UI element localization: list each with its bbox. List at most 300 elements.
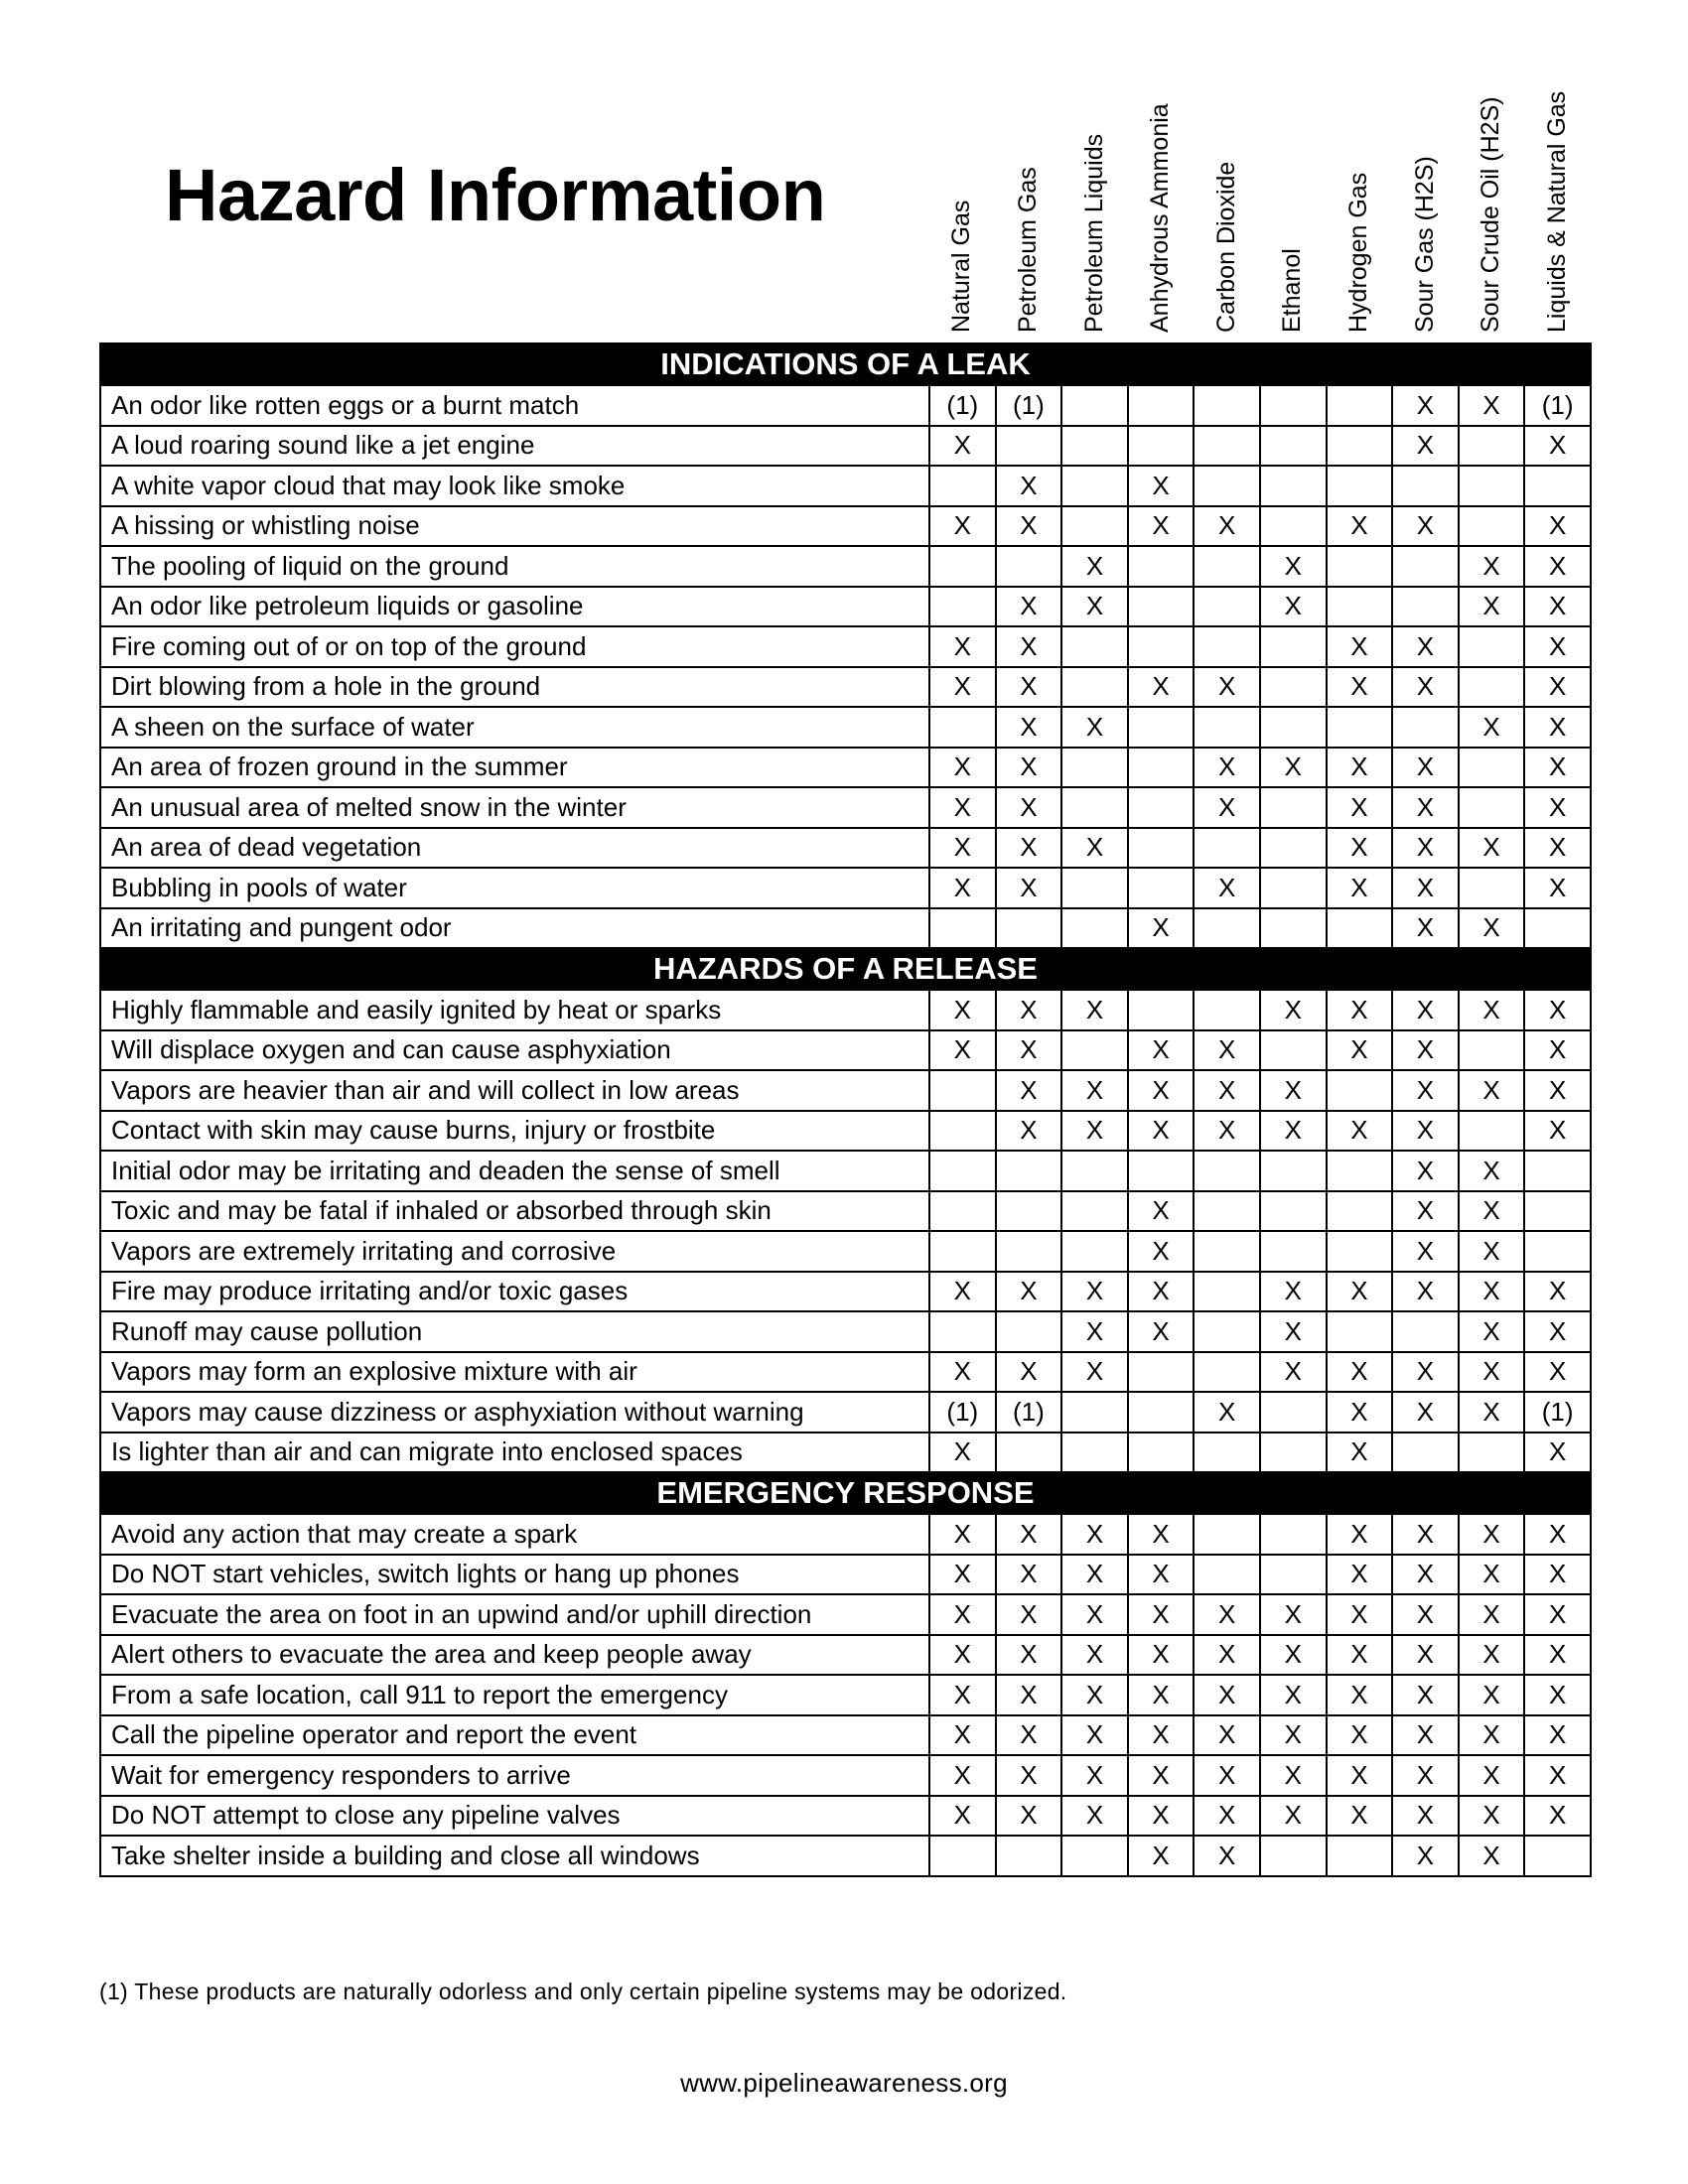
row-label: Is lighter than air and can migrate into enclosed spaces xyxy=(100,1433,929,1473)
table-row xyxy=(100,707,1591,748)
table-cell: X xyxy=(1392,1392,1459,1433)
table-row xyxy=(100,466,1591,506)
table-cell xyxy=(1194,1352,1260,1393)
table-cell: X xyxy=(1128,1555,1195,1595)
table-cell xyxy=(1260,667,1327,708)
table-cell: X xyxy=(1524,1715,1591,1756)
table-cell: X xyxy=(996,506,1062,547)
table-cell: X xyxy=(929,1755,996,1796)
table-cell: X xyxy=(929,1796,996,1837)
table-cell xyxy=(1459,1433,1525,1473)
table-cell xyxy=(1260,707,1327,748)
table-row xyxy=(100,1030,1591,1071)
table-cell xyxy=(1061,506,1128,547)
table-cell: X xyxy=(996,1111,1062,1152)
table-cell: X xyxy=(1128,1070,1195,1111)
table-cell xyxy=(1128,748,1195,788)
table-cell: X xyxy=(1524,787,1591,828)
footnote: (1) These products are naturally odorless and only certain pipeline systems may be odorized. xyxy=(99,1979,1067,2004)
table-cell: X xyxy=(1524,587,1591,627)
table-cell xyxy=(1194,1311,1260,1352)
table-cell: X xyxy=(1524,1433,1591,1473)
table-cell: X xyxy=(1327,626,1393,667)
table-cell: X xyxy=(1194,1755,1260,1796)
table-cell: X xyxy=(1061,828,1128,869)
table-cell: X xyxy=(1128,1272,1195,1312)
row-label: Alert others to evacuate the area and keep people away xyxy=(100,1635,929,1676)
row-label: Take shelter inside a building and close all windows xyxy=(100,1836,929,1876)
table-cell: X xyxy=(1459,546,1525,587)
table-cell xyxy=(1327,908,1393,949)
table-cell: X xyxy=(1061,1514,1128,1555)
table-row xyxy=(100,1392,1591,1433)
table-row xyxy=(100,1352,1591,1393)
table-cell: X xyxy=(996,1030,1062,1071)
table-cell xyxy=(1194,426,1260,467)
table-cell: X xyxy=(1327,1111,1393,1152)
row-label: Initial odor may be irritating and deaden the sense of smell xyxy=(100,1151,929,1191)
table-cell: X xyxy=(1459,1272,1525,1312)
table-cell: X xyxy=(1327,990,1393,1030)
table-cell: X xyxy=(1128,1796,1195,1837)
table-row xyxy=(100,1555,1591,1595)
table-cell: X xyxy=(1524,990,1591,1030)
column-header: Petroleum Liquids xyxy=(1079,133,1108,333)
table-cell: X xyxy=(1327,1352,1393,1393)
table-cell xyxy=(1392,466,1459,506)
table-cell xyxy=(929,1191,996,1232)
table-cell xyxy=(1194,828,1260,869)
section-header-row xyxy=(100,1472,1591,1514)
table-cell: X xyxy=(1327,868,1393,908)
table-cell xyxy=(1128,546,1195,587)
row-label: Vapors are extremely irritating and corrosive xyxy=(100,1231,929,1272)
table-cell: X xyxy=(1524,868,1591,908)
table-cell: X xyxy=(1128,1635,1195,1676)
table-cell: X xyxy=(1128,1030,1195,1071)
table-cell xyxy=(1392,546,1459,587)
table-row xyxy=(100,1231,1591,1272)
column-header: Liquids & Natural Gas xyxy=(1542,90,1571,333)
website-url: www.pipelineawareness.org xyxy=(680,2068,1008,2098)
table-cell: X xyxy=(1327,1675,1393,1715)
table-cell xyxy=(1061,385,1128,426)
table-cell xyxy=(1327,1070,1393,1111)
table-cell: X xyxy=(1260,1675,1327,1715)
row-label: Fire may produce irritating and/or toxic gases xyxy=(100,1272,929,1312)
table-cell xyxy=(1128,587,1195,627)
table-cell xyxy=(1459,426,1525,467)
table-cell xyxy=(1260,1836,1327,1876)
table-row xyxy=(100,1151,1591,1191)
table-cell xyxy=(1194,1272,1260,1312)
table-cell: X xyxy=(996,1272,1062,1312)
table-cell: X xyxy=(1459,1635,1525,1676)
table-cell: X xyxy=(929,787,996,828)
row-label: Toxic and may be fatal if inhaled or absorbed through skin xyxy=(100,1191,929,1232)
table-cell: X xyxy=(1128,466,1195,506)
table-cell xyxy=(1128,1392,1195,1433)
table-cell: X xyxy=(1392,1191,1459,1232)
table-row xyxy=(100,908,1591,949)
table-cell xyxy=(1061,1231,1128,1272)
table-cell: X xyxy=(1327,1433,1393,1473)
table-cell: X xyxy=(1194,1836,1260,1876)
table-cell xyxy=(996,426,1062,467)
table-cell: X xyxy=(1392,908,1459,949)
table-cell: X xyxy=(1524,1555,1591,1595)
table-cell: X xyxy=(1392,426,1459,467)
table-cell: X xyxy=(1459,1151,1525,1191)
table-cell: X xyxy=(1260,546,1327,587)
table-cell xyxy=(929,466,996,506)
table-cell xyxy=(1392,587,1459,627)
table-cell: X xyxy=(1392,828,1459,869)
row-label: An area of dead vegetation xyxy=(100,828,929,869)
table-cell xyxy=(1128,707,1195,748)
table-cell: X xyxy=(1524,707,1591,748)
table-cell xyxy=(996,1191,1062,1232)
table-cell: X xyxy=(1327,1030,1393,1071)
table-cell: X xyxy=(1459,1836,1525,1876)
table-cell xyxy=(1128,385,1195,426)
row-label: Evacuate the area on foot in an upwind and/or uphill direction xyxy=(100,1594,929,1635)
table-cell: X xyxy=(1194,1070,1260,1111)
table-cell: X xyxy=(996,828,1062,869)
table-cell xyxy=(929,546,996,587)
table-cell: X xyxy=(1524,1352,1591,1393)
table-cell: X xyxy=(1392,1030,1459,1071)
table-cell: X xyxy=(1128,1594,1195,1635)
row-label: Vapors may cause dizziness or asphyxiation without warning xyxy=(100,1392,929,1433)
table-cell: X xyxy=(1392,1594,1459,1635)
table-cell: X xyxy=(1524,1111,1591,1152)
table-cell xyxy=(1524,1151,1591,1191)
table-cell xyxy=(1459,748,1525,788)
table-cell xyxy=(1260,787,1327,828)
section-header-row xyxy=(100,343,1591,385)
hazard-table xyxy=(99,342,1592,1877)
table-row xyxy=(100,1836,1591,1876)
table-cell xyxy=(1459,868,1525,908)
table-cell xyxy=(1260,466,1327,506)
table-cell: X xyxy=(1524,1272,1591,1312)
table-cell: X xyxy=(1327,1594,1393,1635)
table-cell: X xyxy=(1459,1311,1525,1352)
table-row xyxy=(100,426,1591,467)
row-label: Fire coming out of or on top of the ground xyxy=(100,626,929,667)
table-cell: X xyxy=(929,868,996,908)
table-cell: X xyxy=(1061,1755,1128,1796)
table-cell: X xyxy=(1128,1514,1195,1555)
table-cell: X xyxy=(1061,1715,1128,1756)
table-cell xyxy=(1194,587,1260,627)
column-header: Carbon Dioxide xyxy=(1211,161,1240,333)
table-cell xyxy=(1524,466,1591,506)
table-cell: X xyxy=(1392,1514,1459,1555)
table-cell: X xyxy=(1392,1231,1459,1272)
table-row xyxy=(100,1070,1591,1111)
table-cell xyxy=(1061,1433,1128,1473)
table-cell xyxy=(1194,908,1260,949)
table-cell: X xyxy=(1194,787,1260,828)
table-cell: X xyxy=(996,1514,1062,1555)
table-cell: X xyxy=(996,707,1062,748)
row-label: Vapors may form an explosive mixture with air xyxy=(100,1352,929,1393)
table-cell: X xyxy=(1128,1311,1195,1352)
table-cell xyxy=(1260,1392,1327,1433)
table-cell: X xyxy=(1524,1311,1591,1352)
table-cell xyxy=(1061,626,1128,667)
table-row xyxy=(100,1311,1591,1352)
table-cell xyxy=(1061,667,1128,708)
table-cell xyxy=(1194,1514,1260,1555)
table-cell: X xyxy=(1524,748,1591,788)
table-cell xyxy=(996,546,1062,587)
table-cell: X xyxy=(929,1594,996,1635)
table-cell xyxy=(1260,908,1327,949)
table-row xyxy=(100,1111,1591,1152)
table-cell: X xyxy=(1061,1796,1128,1837)
table-row xyxy=(100,1796,1591,1837)
table-cell: X xyxy=(1392,1796,1459,1837)
table-cell: X xyxy=(1061,1272,1128,1312)
table-cell xyxy=(1128,626,1195,667)
table-cell xyxy=(1327,1191,1393,1232)
table-cell xyxy=(996,908,1062,949)
row-label: A hissing or whistling noise xyxy=(100,506,929,547)
table-cell xyxy=(1128,1151,1195,1191)
table-cell xyxy=(1459,626,1525,667)
table-cell xyxy=(929,908,996,949)
table-cell xyxy=(1327,426,1393,467)
table-cell xyxy=(1128,868,1195,908)
table-cell xyxy=(1327,1836,1393,1876)
table-cell: X xyxy=(1061,587,1128,627)
column-header: Petroleum Gas xyxy=(1013,167,1042,333)
table-cell: X xyxy=(1327,828,1393,869)
table-cell: X xyxy=(1260,1715,1327,1756)
table-cell xyxy=(996,1231,1062,1272)
table-cell: X xyxy=(1260,748,1327,788)
table-row xyxy=(100,1433,1591,1473)
table-cell: X xyxy=(1524,1755,1591,1796)
table-cell: X xyxy=(996,1755,1062,1796)
row-label: Runoff may cause pollution xyxy=(100,1311,929,1352)
row-label: Wait for emergency responders to arrive xyxy=(100,1755,929,1796)
table-row xyxy=(100,1635,1591,1676)
table-cell: X xyxy=(1524,828,1591,869)
table-cell: X xyxy=(1260,1635,1327,1676)
table-cell: X xyxy=(1194,1715,1260,1756)
table-cell xyxy=(1061,1392,1128,1433)
table-cell: X xyxy=(1524,1594,1591,1635)
table-cell: X xyxy=(1327,1715,1393,1756)
table-cell xyxy=(929,1151,996,1191)
table-cell: X xyxy=(1392,1836,1459,1876)
table-row xyxy=(100,506,1591,547)
row-label: Dirt blowing from a hole in the ground xyxy=(100,667,929,708)
table-cell xyxy=(1459,1030,1525,1071)
table-cell: (1) xyxy=(1524,385,1591,426)
table-cell: X xyxy=(996,748,1062,788)
table-cell: X xyxy=(929,1030,996,1071)
table-cell: X xyxy=(1392,385,1459,426)
table-row xyxy=(100,587,1591,627)
table-cell xyxy=(1392,1311,1459,1352)
table-cell: X xyxy=(929,1272,996,1312)
table-cell: X xyxy=(1524,506,1591,547)
table-cell: X xyxy=(996,1594,1062,1635)
table-cell xyxy=(1327,546,1393,587)
table-cell xyxy=(996,1311,1062,1352)
table-cell: X xyxy=(1260,1352,1327,1393)
table-cell: X xyxy=(1524,667,1591,708)
table-row xyxy=(100,1272,1591,1312)
table-cell: X xyxy=(1392,667,1459,708)
table-cell xyxy=(1260,1514,1327,1555)
table-cell: X xyxy=(1128,1715,1195,1756)
table-cell xyxy=(1128,1352,1195,1393)
table-cell: X xyxy=(1459,1796,1525,1837)
table-row xyxy=(100,1514,1591,1555)
table-cell xyxy=(1260,828,1327,869)
table-cell: X xyxy=(996,1555,1062,1595)
table-cell xyxy=(1260,1191,1327,1232)
table-cell: X xyxy=(1524,1675,1591,1715)
table-cell: (1) xyxy=(929,385,996,426)
table-cell xyxy=(929,1311,996,1352)
table-cell: X xyxy=(1128,506,1195,547)
section-header-row xyxy=(100,948,1591,990)
table-cell: X xyxy=(1459,1070,1525,1111)
table-cell: X xyxy=(929,1715,996,1756)
table-row xyxy=(100,546,1591,587)
row-label: An unusual area of melted snow in the winter xyxy=(100,787,929,828)
table-cell: X xyxy=(929,1514,996,1555)
table-cell xyxy=(1260,1151,1327,1191)
table-cell: X xyxy=(1392,787,1459,828)
table-row xyxy=(100,1594,1591,1635)
table-cell xyxy=(1524,908,1591,949)
table-cell xyxy=(1061,868,1128,908)
table-cell: X xyxy=(1061,1594,1128,1635)
table-cell: X xyxy=(1128,1191,1195,1232)
table-cell: X xyxy=(1061,707,1128,748)
table-cell: X xyxy=(1327,748,1393,788)
table-cell: (1) xyxy=(929,1392,996,1433)
table-cell: X xyxy=(1524,1070,1591,1111)
table-cell: X xyxy=(1459,1191,1525,1232)
table-cell xyxy=(1260,1555,1327,1595)
row-label: An area of frozen ground in the summer xyxy=(100,748,929,788)
table-cell xyxy=(1061,1191,1128,1232)
table-cell: X xyxy=(1459,1715,1525,1756)
table-cell: X xyxy=(1459,707,1525,748)
table-cell xyxy=(1194,466,1260,506)
row-label: Will displace oxygen and can cause asphyxiation xyxy=(100,1030,929,1071)
table-cell xyxy=(1194,1231,1260,1272)
table-cell: X xyxy=(1061,1555,1128,1595)
table-row xyxy=(100,787,1591,828)
table-cell xyxy=(1194,707,1260,748)
row-label: Avoid any action that may create a spark xyxy=(100,1514,929,1555)
section-heading: HAZARDS OF A RELEASE xyxy=(100,948,1591,990)
table-cell: X xyxy=(996,667,1062,708)
table-cell: X xyxy=(1327,1755,1393,1796)
table-cell: X xyxy=(1327,1272,1393,1312)
table-cell xyxy=(1128,1433,1195,1473)
table-cell xyxy=(1327,707,1393,748)
table-cell: X xyxy=(1260,1272,1327,1312)
table-cell xyxy=(996,1151,1062,1191)
table-cell: X xyxy=(1061,1635,1128,1676)
table-cell xyxy=(1327,1231,1393,1272)
table-cell: X xyxy=(1392,1352,1459,1393)
table-cell: X xyxy=(996,1352,1062,1393)
table-cell: X xyxy=(996,787,1062,828)
table-cell xyxy=(1061,787,1128,828)
table-cell: X xyxy=(929,426,996,467)
table-cell: X xyxy=(1327,1392,1393,1433)
table-cell: X xyxy=(1260,587,1327,627)
table-cell xyxy=(1128,990,1195,1030)
table-cell: X xyxy=(1459,1555,1525,1595)
row-label: From a safe location, call 911 to report the emergency xyxy=(100,1675,929,1715)
table-cell xyxy=(1128,426,1195,467)
page-title: Hazard Information xyxy=(165,154,826,236)
table-cell xyxy=(1524,1191,1591,1232)
table-cell xyxy=(1194,1151,1260,1191)
table-cell xyxy=(1260,868,1327,908)
table-cell: X xyxy=(1459,385,1525,426)
table-cell xyxy=(1194,990,1260,1030)
table-cell xyxy=(1260,385,1327,426)
table-cell xyxy=(1524,1836,1591,1876)
column-header: Ethanol xyxy=(1278,248,1307,333)
table-cell: X xyxy=(1459,1352,1525,1393)
table-cell: X xyxy=(1260,990,1327,1030)
table-cell xyxy=(1459,667,1525,708)
table-cell: X xyxy=(929,748,996,788)
row-label: Vapors are heavier than air and will collect in low areas xyxy=(100,1070,929,1111)
row-label: Contact with skin may cause burns, injury or frostbite xyxy=(100,1111,929,1152)
table-cell: X xyxy=(1392,868,1459,908)
table-cell: X xyxy=(1392,990,1459,1030)
table-cell: X xyxy=(1459,828,1525,869)
table-cell xyxy=(996,1836,1062,1876)
table-row xyxy=(100,1715,1591,1756)
table-cell: X xyxy=(1392,1151,1459,1191)
table-cell: X xyxy=(1128,1675,1195,1715)
row-label: Bubbling in pools of water xyxy=(100,868,929,908)
table-cell xyxy=(929,1836,996,1876)
row-label: Do NOT attempt to close any pipeline valves xyxy=(100,1796,929,1837)
table-cell xyxy=(1061,1030,1128,1071)
table-cell: X xyxy=(1260,1594,1327,1635)
table-cell xyxy=(1327,587,1393,627)
table-cell xyxy=(1260,1030,1327,1071)
table-cell: X xyxy=(1459,587,1525,627)
table-cell xyxy=(1459,1111,1525,1152)
table-cell: X xyxy=(1061,1675,1128,1715)
table-cell: X xyxy=(1524,546,1591,587)
table-cell: X xyxy=(996,1675,1062,1715)
row-label: An irritating and pungent odor xyxy=(100,908,929,949)
table-cell xyxy=(1327,1311,1393,1352)
table-cell: X xyxy=(1392,506,1459,547)
table-cell xyxy=(1327,1151,1393,1191)
